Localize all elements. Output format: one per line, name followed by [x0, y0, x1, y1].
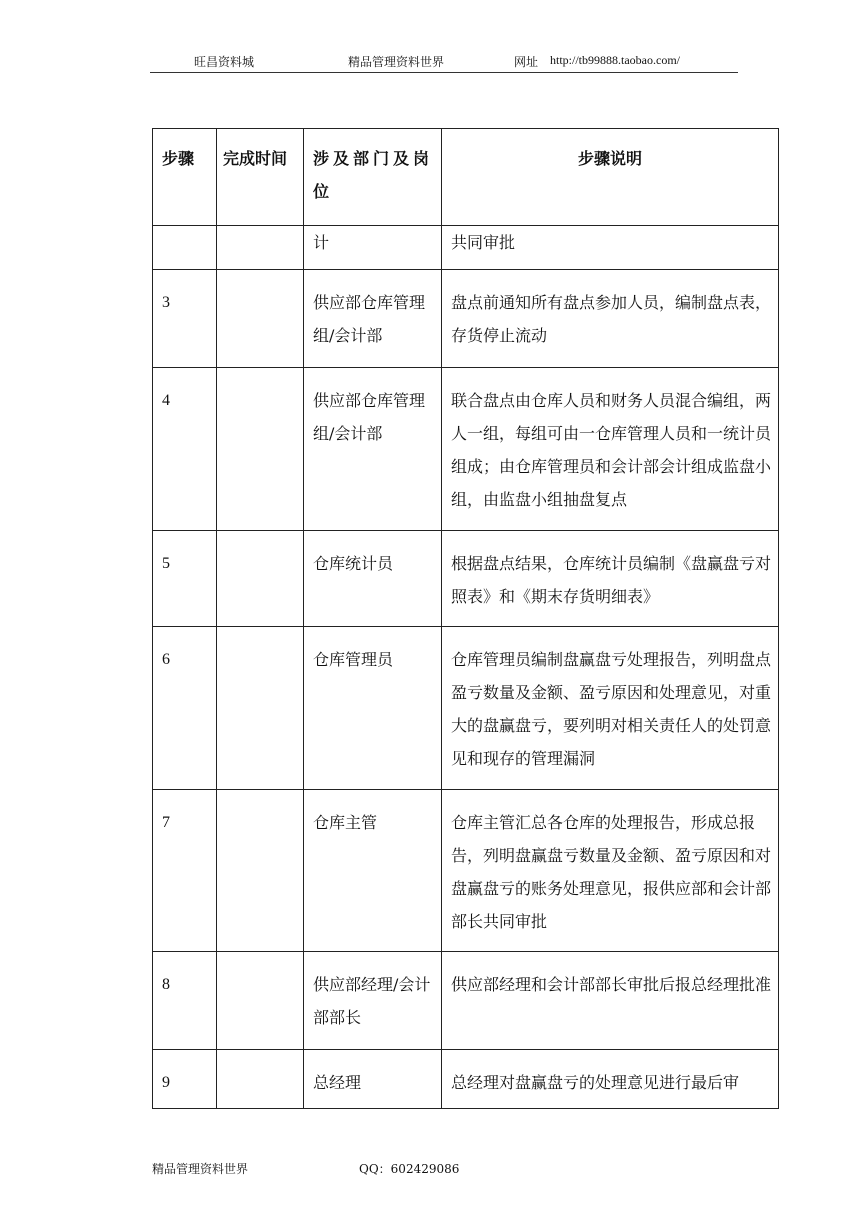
- desc-cell: 总经理对盘赢盘亏的处理意见进行最后审: [442, 1050, 779, 1109]
- dept-cell: 仓库主管: [304, 790, 442, 952]
- dept-cell: 仓库管理员: [304, 627, 442, 790]
- desc-cell: 共同审批: [442, 226, 779, 270]
- footer-qq: QQ：602429086: [359, 1162, 460, 1176]
- step-cell: 6: [153, 627, 217, 790]
- dept-cell: 供应部仓库管理组/会计部: [304, 368, 442, 531]
- time-cell: [217, 790, 304, 952]
- dept-cell: 计: [304, 226, 442, 270]
- step-cell: [153, 226, 217, 270]
- dept-cell: 仓库统计员: [304, 531, 442, 627]
- desc-cell: 盘点前通知所有盘点参加人员，编制盘点表，存货停止流动: [442, 270, 779, 368]
- table-row: [153, 226, 779, 270]
- desc-cell: 仓库主管汇总各仓库的处理报告，形成总报告，列明盘赢盘亏数量及金额、盈亏原因和对盘赢盘亏的账务处理意见，报供应部和会计部部长共同审批: [442, 790, 779, 952]
- desc-cell: 根据盘点结果，仓库统计员编制《盘赢盘亏对照表》和《期末存货明细表》: [442, 531, 779, 627]
- steps-table: [152, 128, 779, 1109]
- step-cell: 9: [153, 1050, 217, 1109]
- footer-world-name: 精品管理资料世界: [152, 1162, 249, 1176]
- table-row: [153, 368, 779, 531]
- header-url-link[interactable]: http://tb99888.taobao.com/: [550, 53, 680, 67]
- table-row: [153, 627, 779, 790]
- step-cell: 8: [153, 952, 217, 1050]
- table-row: [153, 531, 779, 627]
- time-cell: [217, 1050, 304, 1109]
- col-header-step: 步骤: [153, 129, 217, 226]
- desc-cell: 联合盘点由仓库人员和财务人员混合编组，两人一组，每组可由一仓库管理人员和一统计员组成；由仓库管理员和会计部会计组成监盘小组，由监盘小组抽盘复点: [442, 368, 779, 531]
- table-row: [153, 270, 779, 368]
- desc-cell: 仓库管理员编制盘赢盘亏处理报告，列明盘点盈亏数量及金额、盈亏原因和处理意见，对重大的盘赢盘亏，要列明对相关责任人的处罚意见和现存的管理漏洞: [442, 627, 779, 790]
- col-header-time: 完成时间: [217, 129, 304, 226]
- step-cell: 7: [153, 790, 217, 952]
- step-cell: 3: [153, 270, 217, 368]
- time-cell: [217, 270, 304, 368]
- header-url-label: 网址: [514, 55, 539, 69]
- time-cell: [217, 952, 304, 1050]
- col-header-dept: 涉及部门及岗位: [304, 129, 442, 226]
- desc-cell: 供应部经理和会计部部长审批后报总经理批准: [442, 952, 779, 1050]
- table-row: [153, 790, 779, 952]
- col-header-desc: 步骤说明: [442, 129, 779, 226]
- dept-cell: 供应部仓库管理组/会计部: [304, 270, 442, 368]
- page-header: [150, 52, 738, 73]
- time-cell: [217, 368, 304, 531]
- header-shop-name: 旺昌资料城: [194, 55, 255, 69]
- table-row: [153, 952, 779, 1050]
- time-cell: [217, 627, 304, 790]
- header-world-name: 精品管理资料世界: [348, 55, 445, 69]
- page-footer: [152, 1160, 752, 1178]
- dept-cell: 总经理: [304, 1050, 442, 1109]
- time-cell: [217, 226, 304, 270]
- step-cell: 4: [153, 368, 217, 531]
- time-cell: [217, 531, 304, 627]
- table-header-row: [153, 129, 779, 226]
- table-row: [153, 1050, 779, 1109]
- step-cell: 5: [153, 531, 217, 627]
- dept-cell: 供应部经理/会计部部长: [304, 952, 442, 1050]
